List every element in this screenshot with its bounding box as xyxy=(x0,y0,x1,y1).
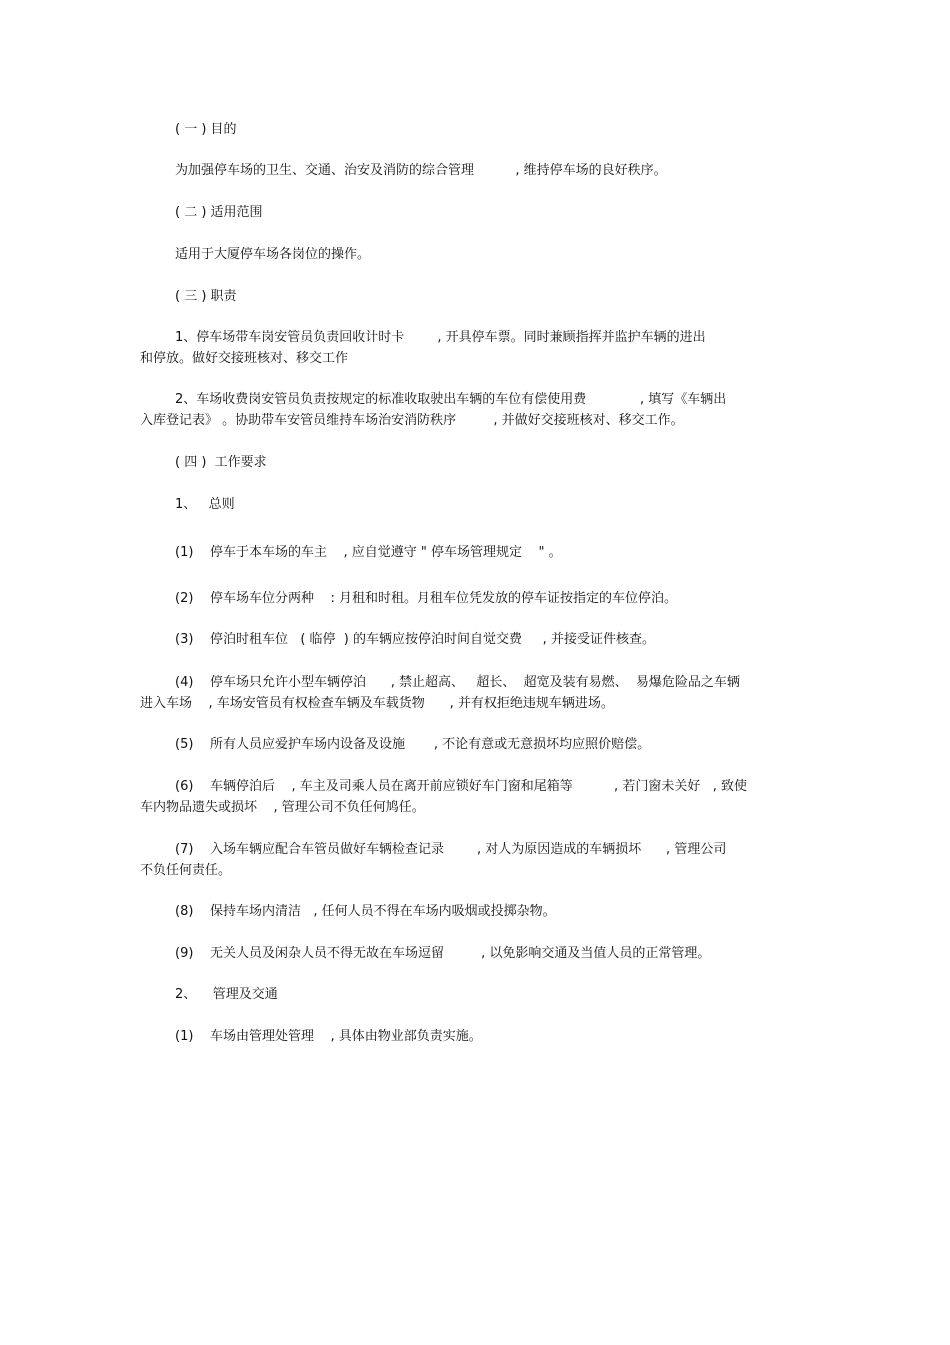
duty-2-line-1: 2、车场收费岗安管员负责按规定的标准收取驶出车辆的车位有偿使用费 , 填写《车辆出 xyxy=(175,392,727,407)
rule-5: (5) 所有人员应爱护车场内设备及设施 , 不论有意或无意损坏均应照价赔偿。 xyxy=(175,737,651,752)
duty-2-line-2: 入库登记表》 。协助带车安管员维持车场治安消防秩序 , 并做好交接班核对、移交工作。 xyxy=(140,413,684,428)
rule-4-line-1: (4) 停车场只允许小型车辆停泊 , 禁止超高、 超长、 超宽及装有易燃、 易爆危险品之车辆 xyxy=(175,675,740,690)
rule-9: (9) 无关人员及闲杂人员不得无故在车场逗留 , 以免影响交通及当值人员的正常管理。 xyxy=(175,946,711,961)
heading-work-requirements: ( 四 ) 工作要求 xyxy=(175,455,267,470)
rule-8: (8) 保持车场内清洁 , 任何人员不得在车场内吸烟或投掷杂物。 xyxy=(175,904,556,919)
rule-2: (2) 停车场车位分两种 : 月租和时租。月租车位凭发放的停车证按指定的车位停泊。 xyxy=(175,591,677,606)
section-management-traffic: 2、 管理及交通 xyxy=(175,987,278,1002)
purpose-text: 为加强停车场的卫生、交通、治安及消防的综合管理 , 维持停车场的良好秩序。 xyxy=(175,163,667,178)
heading-duties: ( 三 ) 职责 xyxy=(175,289,237,304)
rule-7-line-1: (7) 入场车辆应配合车管员做好车辆检查记录 , 对人为原因造成的车辆损坏 , 管理公司 xyxy=(175,842,727,857)
rule-6-line-2: 车内物品遗失或损坏 , 管理公司不负任何鸠任。 xyxy=(140,800,425,815)
rule-6-line-1: (6) 车辆停泊后 , 车主及司乘人员在离开前应锁好车门窗和尾箱等 , 若门窗未关好 , 致使 xyxy=(175,779,747,794)
duty-1-line-1: 1、停车场带车岗安管员负责回收计时卡 , 开具停车票。同时兼顾指挥并监护车辆的进出 xyxy=(175,330,706,345)
rule-3: (3) 停泊时租车位 ( 临停 ) 的车辆应按停泊时间自觉交费 , 并接受证件核查。 xyxy=(175,632,655,647)
heading-purpose: ( 一 ) 目的 xyxy=(175,122,237,137)
rule-1: (1) 停车于本车场的车主 , 应自觉遵守 " 停车场管理规定 " 。 xyxy=(175,545,562,560)
scope-text: 适用于大厦停车场各岗位的操作。 xyxy=(175,247,371,262)
section-general: 1、 总则 xyxy=(175,497,235,512)
duty-1-line-2: 和停放。做好交接班核对、移交工作 xyxy=(140,351,349,366)
rule-4-line-2: 进入车场 , 车场安管员有权检查车辆及车载货物 , 并有权拒绝违规车辆进场。 xyxy=(140,696,614,711)
management-rule-1: (1) 车场由管理处管理 , 具体由物业部负责实施。 xyxy=(175,1029,482,1044)
rule-7-line-2: 不负任何责任。 xyxy=(140,863,232,878)
heading-scope: ( 二 ) 适用范围 xyxy=(175,205,263,220)
